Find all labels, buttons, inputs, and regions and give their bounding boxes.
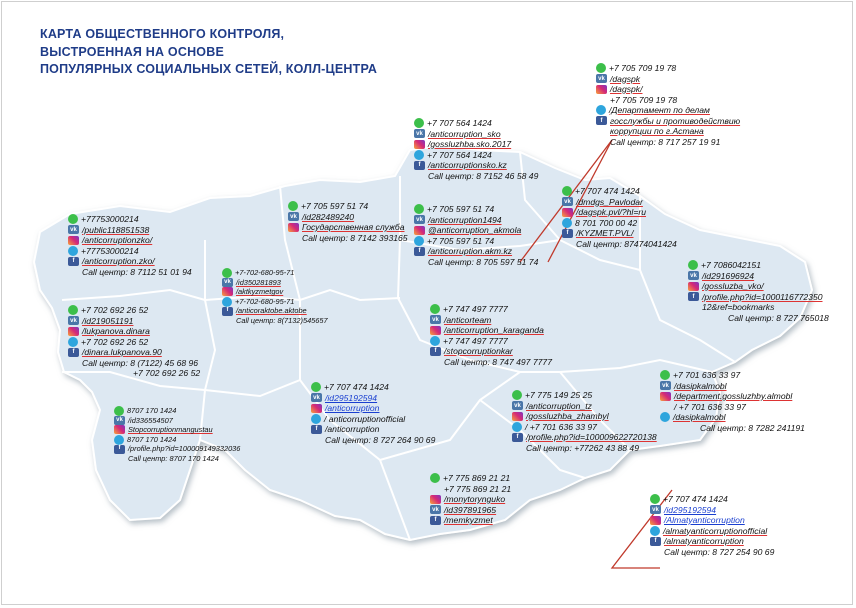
- title-line: КАРТА ОБЩЕСТВЕННОГО КОНТРОЛЯ,: [40, 27, 285, 41]
- vk-icon: vk: [430, 315, 441, 324]
- instagram-icon: [562, 208, 573, 217]
- vk-icon: vk: [114, 416, 125, 425]
- facebook-link[interactable]: /memkyzmet: [444, 515, 493, 525]
- facebook-link[interactable]: /dinara.lukpanova.90: [82, 347, 162, 357]
- whatsapp-icon: [562, 186, 572, 196]
- vk-icon: vk: [512, 401, 523, 410]
- instagram-link[interactable]: /anticorruption_karaganda: [444, 325, 544, 335]
- vk-icon: vk: [562, 197, 573, 206]
- instagram-icon: [596, 85, 607, 94]
- whatsapp-contact[interactable]: +77753000214: [81, 214, 139, 224]
- whatsapp-contact[interactable]: +7 702 692 26 52: [81, 305, 149, 315]
- whatsapp-icon: [414, 204, 424, 214]
- instagram-icon: [114, 425, 125, 434]
- vk-icon: vk: [414, 215, 425, 224]
- instagram-link[interactable]: /gossluzhba_zhambyl: [526, 411, 609, 421]
- facebook-icon: f: [430, 347, 441, 356]
- vk-icon: vk: [688, 271, 699, 280]
- call-center-phone[interactable]: +7 702 692 26 52: [133, 368, 201, 378]
- call-center: Call центр: 8 705 597 51 74: [428, 256, 539, 267]
- instagram-link[interactable]: /anticorruptionzko/: [82, 235, 153, 245]
- whatsapp-contact[interactable]: +7-702-680-95-71: [235, 268, 295, 277]
- phone-number[interactable]: +7 705 709 19 78: [610, 94, 678, 105]
- telegram-contact[interactable]: +7 705 597 51 74: [427, 235, 495, 246]
- whatsapp-contact[interactable]: +7 747 497 7777: [443, 304, 508, 314]
- whatsapp-icon: [68, 305, 78, 315]
- region-block-vko: [688, 260, 829, 323]
- telegram-contact[interactable]: +7 702 692 26 52: [81, 336, 149, 347]
- whatsapp-icon: [660, 370, 670, 380]
- instagram-icon: [288, 223, 299, 232]
- whatsapp-icon: [414, 118, 424, 128]
- whatsapp-contact[interactable]: +7 705 597 51 74: [427, 204, 495, 214]
- vk-icon: vk: [68, 316, 79, 325]
- facebook-link[interactable]: /anticorruption.akm.kz: [428, 246, 513, 256]
- call-center: Call центр: 8 727 264 90 69: [325, 434, 436, 445]
- call-center: Call центр: 8 7152 46 58 49: [428, 170, 539, 181]
- facebook-link[interactable]: /KYZMET.PVL/: [576, 228, 634, 238]
- region-block-astana: [596, 63, 740, 147]
- vk-link[interactable]: /anticorruption_sko: [428, 128, 501, 139]
- title-line: ПОПУЛЯРНЫХ СОЦИАЛЬНЫХ СЕТЕЙ, КОЛЛ-ЦЕНТРА: [40, 62, 378, 76]
- instagram-link[interactable]: Государственная служба: [302, 222, 405, 232]
- instagram-link[interactable]: Stopcorruptionmangustau: [128, 425, 213, 435]
- instagram-icon: [512, 412, 523, 421]
- facebook-icon: f: [596, 116, 607, 125]
- instagram-link[interactable]: @anticorruption_akmola: [428, 225, 522, 235]
- telegram-icon: [660, 412, 670, 422]
- region-block-karaganda: [430, 304, 552, 367]
- telegram-contact[interactable]: / +7 701 636 33 97: [525, 421, 597, 432]
- facebook-link[interactable]: /profile.php?id=100009622720138: [526, 432, 657, 442]
- telegram-icon: [68, 246, 78, 256]
- facebook-icon: f: [688, 292, 699, 301]
- instagram-link[interactable]: /dagspk/: [610, 84, 643, 94]
- telegram-link[interactable]: /Департамент по делам: [609, 105, 710, 115]
- facebook-icon: f: [414, 247, 425, 256]
- map-title: [40, 26, 377, 79]
- vk-link[interactable]: /id291696924: [702, 270, 755, 281]
- telegram-contact[interactable]: / +7 701 636 33 97: [674, 401, 746, 412]
- instagram-icon: [68, 236, 79, 245]
- call-center: Call центр: 8(7132)545657: [236, 315, 328, 325]
- whatsapp-icon: [596, 63, 606, 73]
- vk-link[interactable]: /dmdgs_Pavlodar: [576, 196, 643, 207]
- vk-link[interactable]: /anticorruption_tz: [526, 400, 592, 411]
- whatsapp-icon: [512, 390, 522, 400]
- telegram-icon: [114, 435, 124, 445]
- vk-link[interactable]: /id397891965: [444, 504, 497, 515]
- facebook-link[interactable]: /anticorruptionsko.kz: [428, 160, 507, 170]
- vk-link[interactable]: /id282489240: [302, 211, 355, 222]
- facebook-icon: f: [430, 516, 441, 525]
- telegram-link[interactable]: / anticorruptionofficial: [324, 413, 406, 424]
- vk-icon: vk: [430, 505, 441, 514]
- vk-icon: vk: [414, 129, 425, 138]
- call-center: Call центр: 8 7282 241191: [700, 422, 805, 433]
- vk-icon: vk: [222, 278, 233, 287]
- telegram-icon: [430, 336, 440, 346]
- vk-icon: vk: [68, 225, 79, 234]
- telegram-icon: [311, 414, 321, 424]
- region-block-sko: [414, 118, 538, 181]
- telegram-contact[interactable]: 8707 170 1424: [127, 434, 177, 444]
- instagram-icon: [688, 282, 699, 291]
- vk-link[interactable]: /id350281893: [236, 277, 281, 287]
- facebook-icon: f: [562, 229, 573, 238]
- title-line: ВЫСТРОЕННАЯ НА ОСНОВЕ: [40, 44, 224, 59]
- telegram-icon: [222, 297, 232, 307]
- instagram-icon: [430, 495, 441, 504]
- facebook-link[interactable]: /dasipkalmobl: [673, 412, 726, 422]
- region-block-atyrau: [68, 305, 200, 379]
- whatsapp-icon: [430, 473, 440, 483]
- facebook-icon: f: [68, 348, 79, 357]
- whatsapp-icon: [688, 260, 698, 270]
- whatsapp-contact[interactable]: +7 701 636 33 97: [673, 370, 741, 380]
- instagram-link[interactable]: /gossluzhba.sko.2017: [428, 139, 512, 149]
- region-block-almaty: [650, 494, 774, 557]
- instagram-icon: [311, 404, 322, 413]
- instagram-link[interactable]: /aktkyzmetgov: [236, 287, 284, 297]
- whatsapp-contact[interactable]: +7 775 869 21 21: [443, 473, 511, 483]
- facebook-link-cont[interactable]: коррупции по г.Астана: [610, 126, 704, 136]
- facebook-link[interactable]: /profile.php?id=1000116772350: [702, 291, 823, 302]
- vk-icon: vk: [660, 381, 671, 390]
- telegram-contact[interactable]: +7-702-680-95-71: [235, 296, 295, 306]
- vk-link[interactable]: /id295192594: [325, 392, 378, 403]
- telegram-icon: [512, 422, 522, 432]
- region-block-zhambyl: [512, 390, 657, 453]
- telegram-icon: [414, 150, 424, 160]
- instagram-link[interactable]: /lukpanova.dinara: [82, 326, 150, 336]
- region-block-zko: [68, 214, 192, 277]
- region-block-pavlodar: [562, 186, 677, 249]
- telegram-contact[interactable]: +77753000214: [81, 245, 139, 256]
- facebook-icon: f: [114, 445, 125, 454]
- facebook-icon: f: [68, 257, 79, 266]
- call-center: Call центр: 8 727 254 90 69: [664, 546, 775, 557]
- vk-icon: vk: [288, 212, 299, 221]
- telegram-icon: [414, 236, 424, 246]
- facebook-link-cont[interactable]: 12&ref=bookmarks: [702, 302, 775, 312]
- facebook-link[interactable]: /profile.php?id=100009149332036: [128, 444, 241, 454]
- call-center: Call центр: 8707 170 1424: [128, 453, 219, 463]
- telegram-contact[interactable]: +7 747 497 7777: [443, 335, 508, 346]
- instagram-link[interactable]: /anticorruption: [325, 403, 380, 413]
- call-center: Call центр: 8 717 257 19 91: [610, 136, 721, 147]
- instagram-icon: [68, 327, 79, 336]
- whatsapp-icon: [114, 406, 124, 416]
- region-block-turkestan: [430, 473, 511, 526]
- call-center: Call центр: 8 7142 393165: [302, 232, 408, 243]
- vk-icon: vk: [596, 74, 607, 83]
- instagram-link[interactable]: /dagspk.pvl/?hl=ru: [576, 207, 646, 217]
- whatsapp-contact[interactable]: +7 707 474 1424: [324, 382, 389, 392]
- whatsapp-contact[interactable]: +7 775 149 25 25: [525, 390, 593, 400]
- facebook-icon: f: [222, 307, 233, 316]
- instagram-icon: [650, 516, 661, 525]
- vk-icon: vk: [311, 393, 322, 402]
- telegram-contact[interactable]: +7 707 564 1424: [427, 149, 492, 160]
- instagram-icon: [660, 392, 671, 401]
- call-center: Call центр: 8 747 497 7777: [444, 356, 552, 367]
- instagram-icon: [414, 226, 425, 235]
- facebook-link[interactable]: /anticorruption.zko/: [82, 256, 155, 266]
- telegram-icon: [68, 337, 78, 347]
- whatsapp-icon: [288, 201, 298, 211]
- telegram-contact[interactable]: 8 701 700 00 42: [575, 217, 638, 228]
- instagram-icon: [222, 287, 233, 296]
- vk-link[interactable]: /id219051191: [82, 315, 134, 326]
- facebook-link[interactable]: /almatyanticorruption: [664, 536, 744, 546]
- whatsapp-contact[interactable]: +7 707 474 1424: [663, 494, 728, 504]
- region-block-kyzylorda: [311, 382, 435, 445]
- vk-link[interactable]: /public118851538: [82, 224, 150, 235]
- whatsapp-contact[interactable]: +7 707 474 1424: [575, 186, 640, 196]
- facebook-icon: f: [512, 433, 523, 442]
- call-center: Call центр: 8 727 765018: [728, 312, 829, 323]
- facebook-link[interactable]: /anticorruption: [325, 424, 380, 434]
- facebook-icon: f: [311, 425, 322, 434]
- whatsapp-contact[interactable]: +7 705 709 19 78: [609, 63, 677, 73]
- facebook-link[interactable]: /stopcorruptionkar: [444, 346, 513, 356]
- vk-link[interactable]: /dagspk: [610, 73, 641, 84]
- region-block-mangystau: [114, 406, 240, 464]
- region-block-kostanay: [288, 201, 408, 243]
- instagram-link[interactable]: /monytoryngukо: [444, 494, 506, 504]
- whatsapp-icon: [222, 268, 232, 278]
- whatsapp-contact[interactable]: +7 7086042151: [701, 260, 761, 270]
- facebook-icon: f: [650, 537, 661, 546]
- whatsapp-icon: [650, 494, 660, 504]
- telegram-icon: [596, 105, 606, 115]
- whatsapp-contact[interactable]: 8707 170 1424: [127, 406, 177, 415]
- facebook-icon: f: [414, 161, 425, 170]
- call-center: Call центр: 8 (7122) 45 68 96: [82, 357, 199, 368]
- region-block-almaty-oblast: [660, 370, 805, 433]
- instagram-link[interactable]: /gossluzba_vko/: [702, 281, 764, 291]
- instagram-link[interactable]: /Almatyanticorruption: [664, 515, 745, 525]
- whatsapp-icon: [430, 304, 440, 314]
- facebook-link[interactable]: госслужбы и противодействию: [610, 115, 741, 126]
- vk-icon: vk: [650, 505, 661, 514]
- whatsapp-icon: [311, 382, 321, 392]
- telegram-icon: [650, 526, 660, 536]
- vk-link[interactable]: /anticorruption1494: [428, 214, 502, 225]
- facebook-link[interactable]: /anticoraktobe.aktobe: [236, 306, 307, 316]
- vk-link[interactable]: /anticorteam: [444, 314, 492, 325]
- phone-number[interactable]: +7 775 869 21 21: [444, 483, 512, 494]
- call-center: Call центр: 87474041424: [576, 238, 677, 249]
- region-block-akmola: [414, 204, 538, 267]
- instagram-icon: [430, 326, 441, 335]
- whatsapp-icon: [68, 214, 78, 224]
- instagram-link[interactable]: /department.gossluzhby.almobl: [674, 391, 793, 401]
- vk-link[interactable]: /dasipkalmobl: [674, 380, 727, 391]
- call-center: Call центр: 8 7112 51 01 94: [82, 266, 192, 277]
- vk-link[interactable]: /id295192594: [664, 504, 717, 515]
- call-center: Call центр: +77262 43 88 49: [526, 442, 639, 453]
- region-block-aktobe: [222, 268, 328, 326]
- whatsapp-contact[interactable]: +7 707 564 1424: [427, 118, 492, 128]
- instagram-icon: [414, 140, 425, 149]
- telegram-link[interactable]: /almatyanticorruptionofficial: [663, 525, 768, 536]
- whatsapp-contact[interactable]: +7 705 597 51 74: [301, 201, 369, 211]
- vk-link[interactable]: /id336554507: [128, 415, 173, 425]
- telegram-icon: [562, 218, 572, 228]
